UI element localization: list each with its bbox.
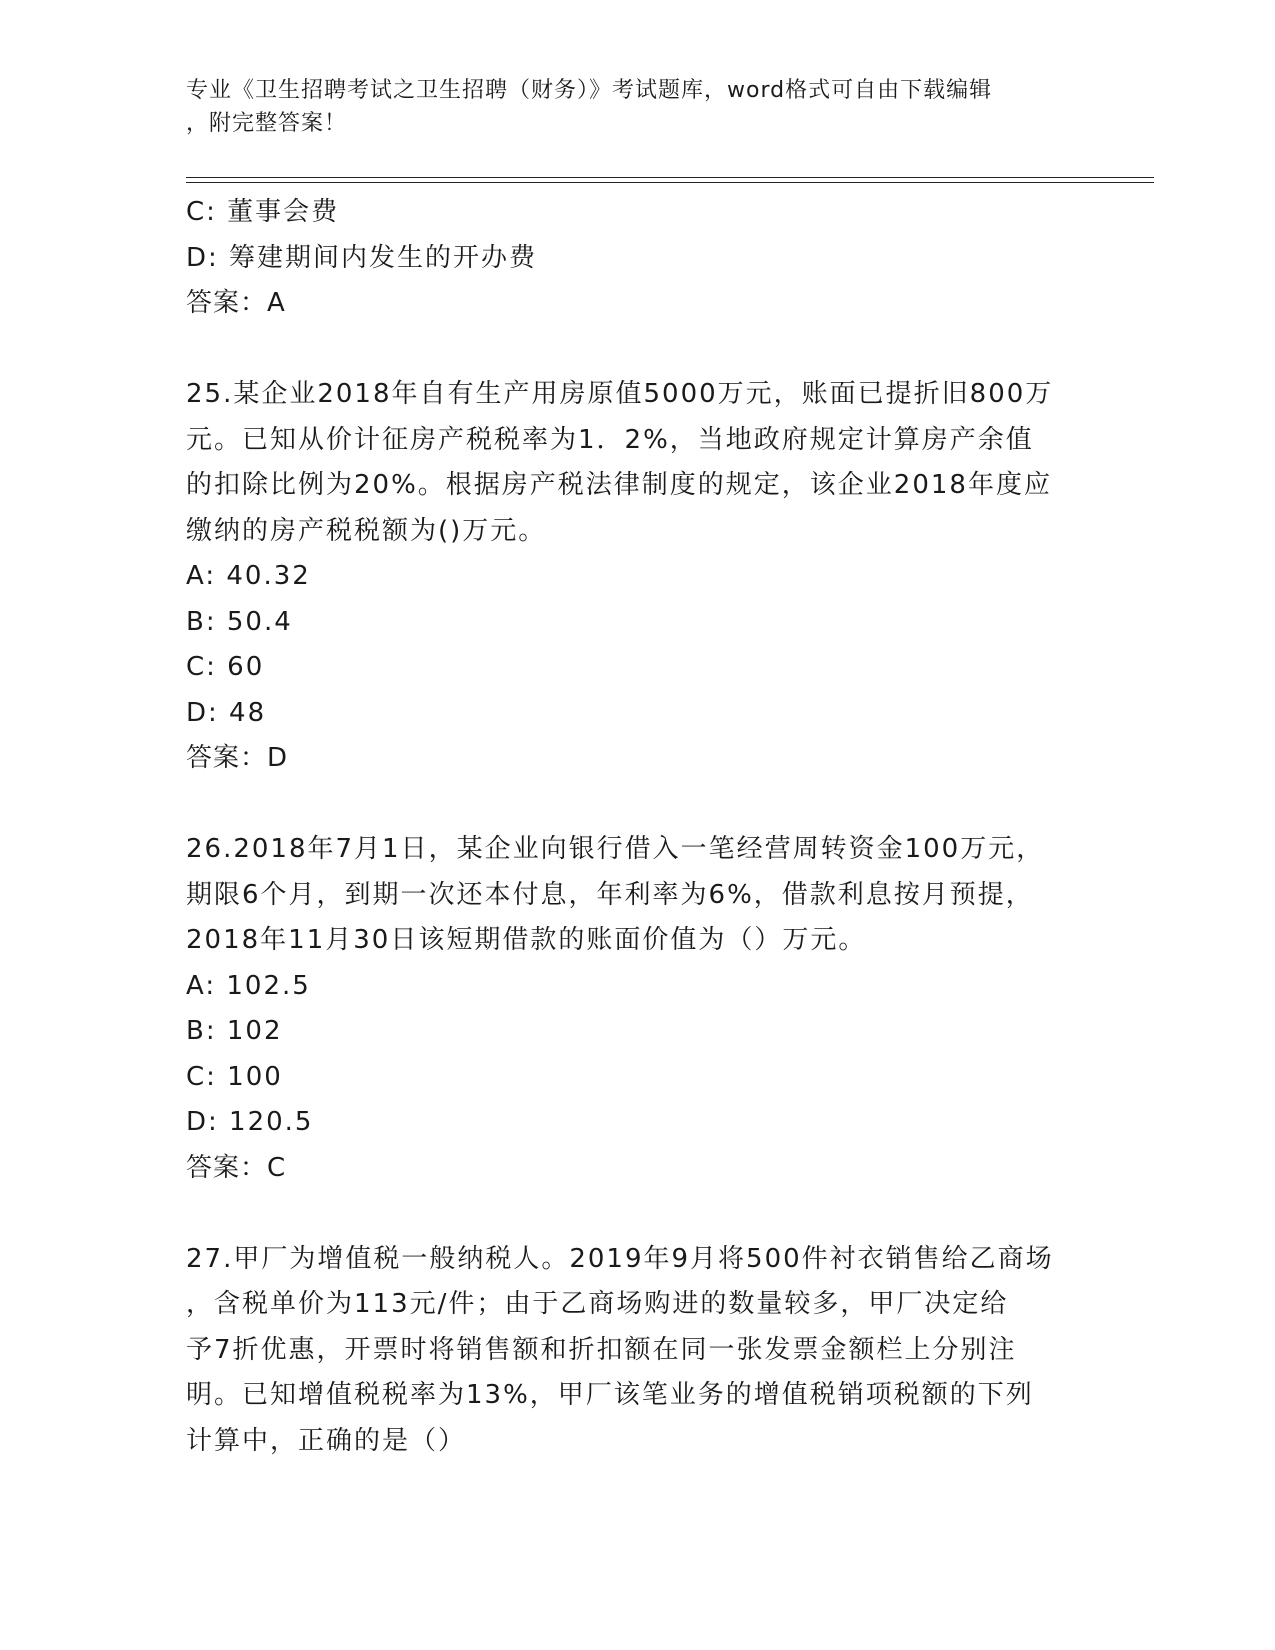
prev-question-tail [186,190,1086,327]
option-a: A: 102.5 [186,970,311,1001]
option-d: D: 120.5 [186,1107,314,1137]
header-line-1: 专业《卫生招聘考试之卫生招聘（财务）》考试题库，word格式可自由下载编辑 [186,78,993,103]
question-text-line: 25.某企业2018年自有生产用房原值5000万元，账面已提折旧800万 [186,379,1054,409]
option-a: A: 40.32 [186,561,311,591]
answer: 答案：A [186,288,286,318]
option-d: D: 48 [186,697,267,728]
header-rule-top [186,177,1154,178]
question-25 [186,372,1086,782]
question-text-line: 缴纳的房产税税额为()万元。 [186,515,547,546]
question-27 [186,1237,1086,1465]
option-b: B: 102 [186,1016,283,1046]
question-text-line: 27.甲厂为增值税一般纳税人。2019年9月将500件衬衣销售给乙商场 [186,1243,1054,1274]
question-text-line: ，含税单价为113元/件；由于乙商场购进的数量较多，甲厂决定给 [186,1289,1009,1319]
option-c: C: 100 [186,1061,283,1092]
question-text-line: 予7折优惠，开票时将销售额和折扣额在同一张发票金额栏上分别注 [186,1334,1017,1365]
question-text-line: 26.2018年7月1日，某企业向银行借入一笔经营周转资金100万元， [186,834,1045,864]
question-26 [186,827,1086,1191]
page-header [186,74,1066,140]
question-text-line: 2018年11月30日该短期借款的账面价值为（）万元。 [186,925,867,955]
option-c: C: 60 [186,652,265,682]
option-c: C: 董事会费 [186,197,340,227]
option-b: B: 50.4 [186,606,293,637]
question-text-line: 元。已知从价计征房产税税率为1．2%，当地政府规定计算房产余值 [186,424,1034,455]
question-text-line: 明。已知增值税税率为13%，甲厂该笔业务的增值税销项税额的下列 [186,1380,1034,1410]
document-body [186,190,1086,1464]
answer: 答案：C [186,1152,287,1183]
question-text-line: 计算中，正确的是（） [186,1425,467,1456]
question-text-line: 的扣除比例为20%。根据房产税法律制度的规定，该企业2018年度应 [186,470,1052,500]
question-text-line: 期限6个月，到期一次还本付息，年利率为6%，借款利息按月预提， [186,879,1034,910]
option-d: D: 筹建期间内发生的开办费 [186,242,538,273]
answer: 答案：D [186,743,289,773]
header-line-2: ，附完整答案！ [186,111,348,136]
header-rule-bottom [186,182,1154,183]
